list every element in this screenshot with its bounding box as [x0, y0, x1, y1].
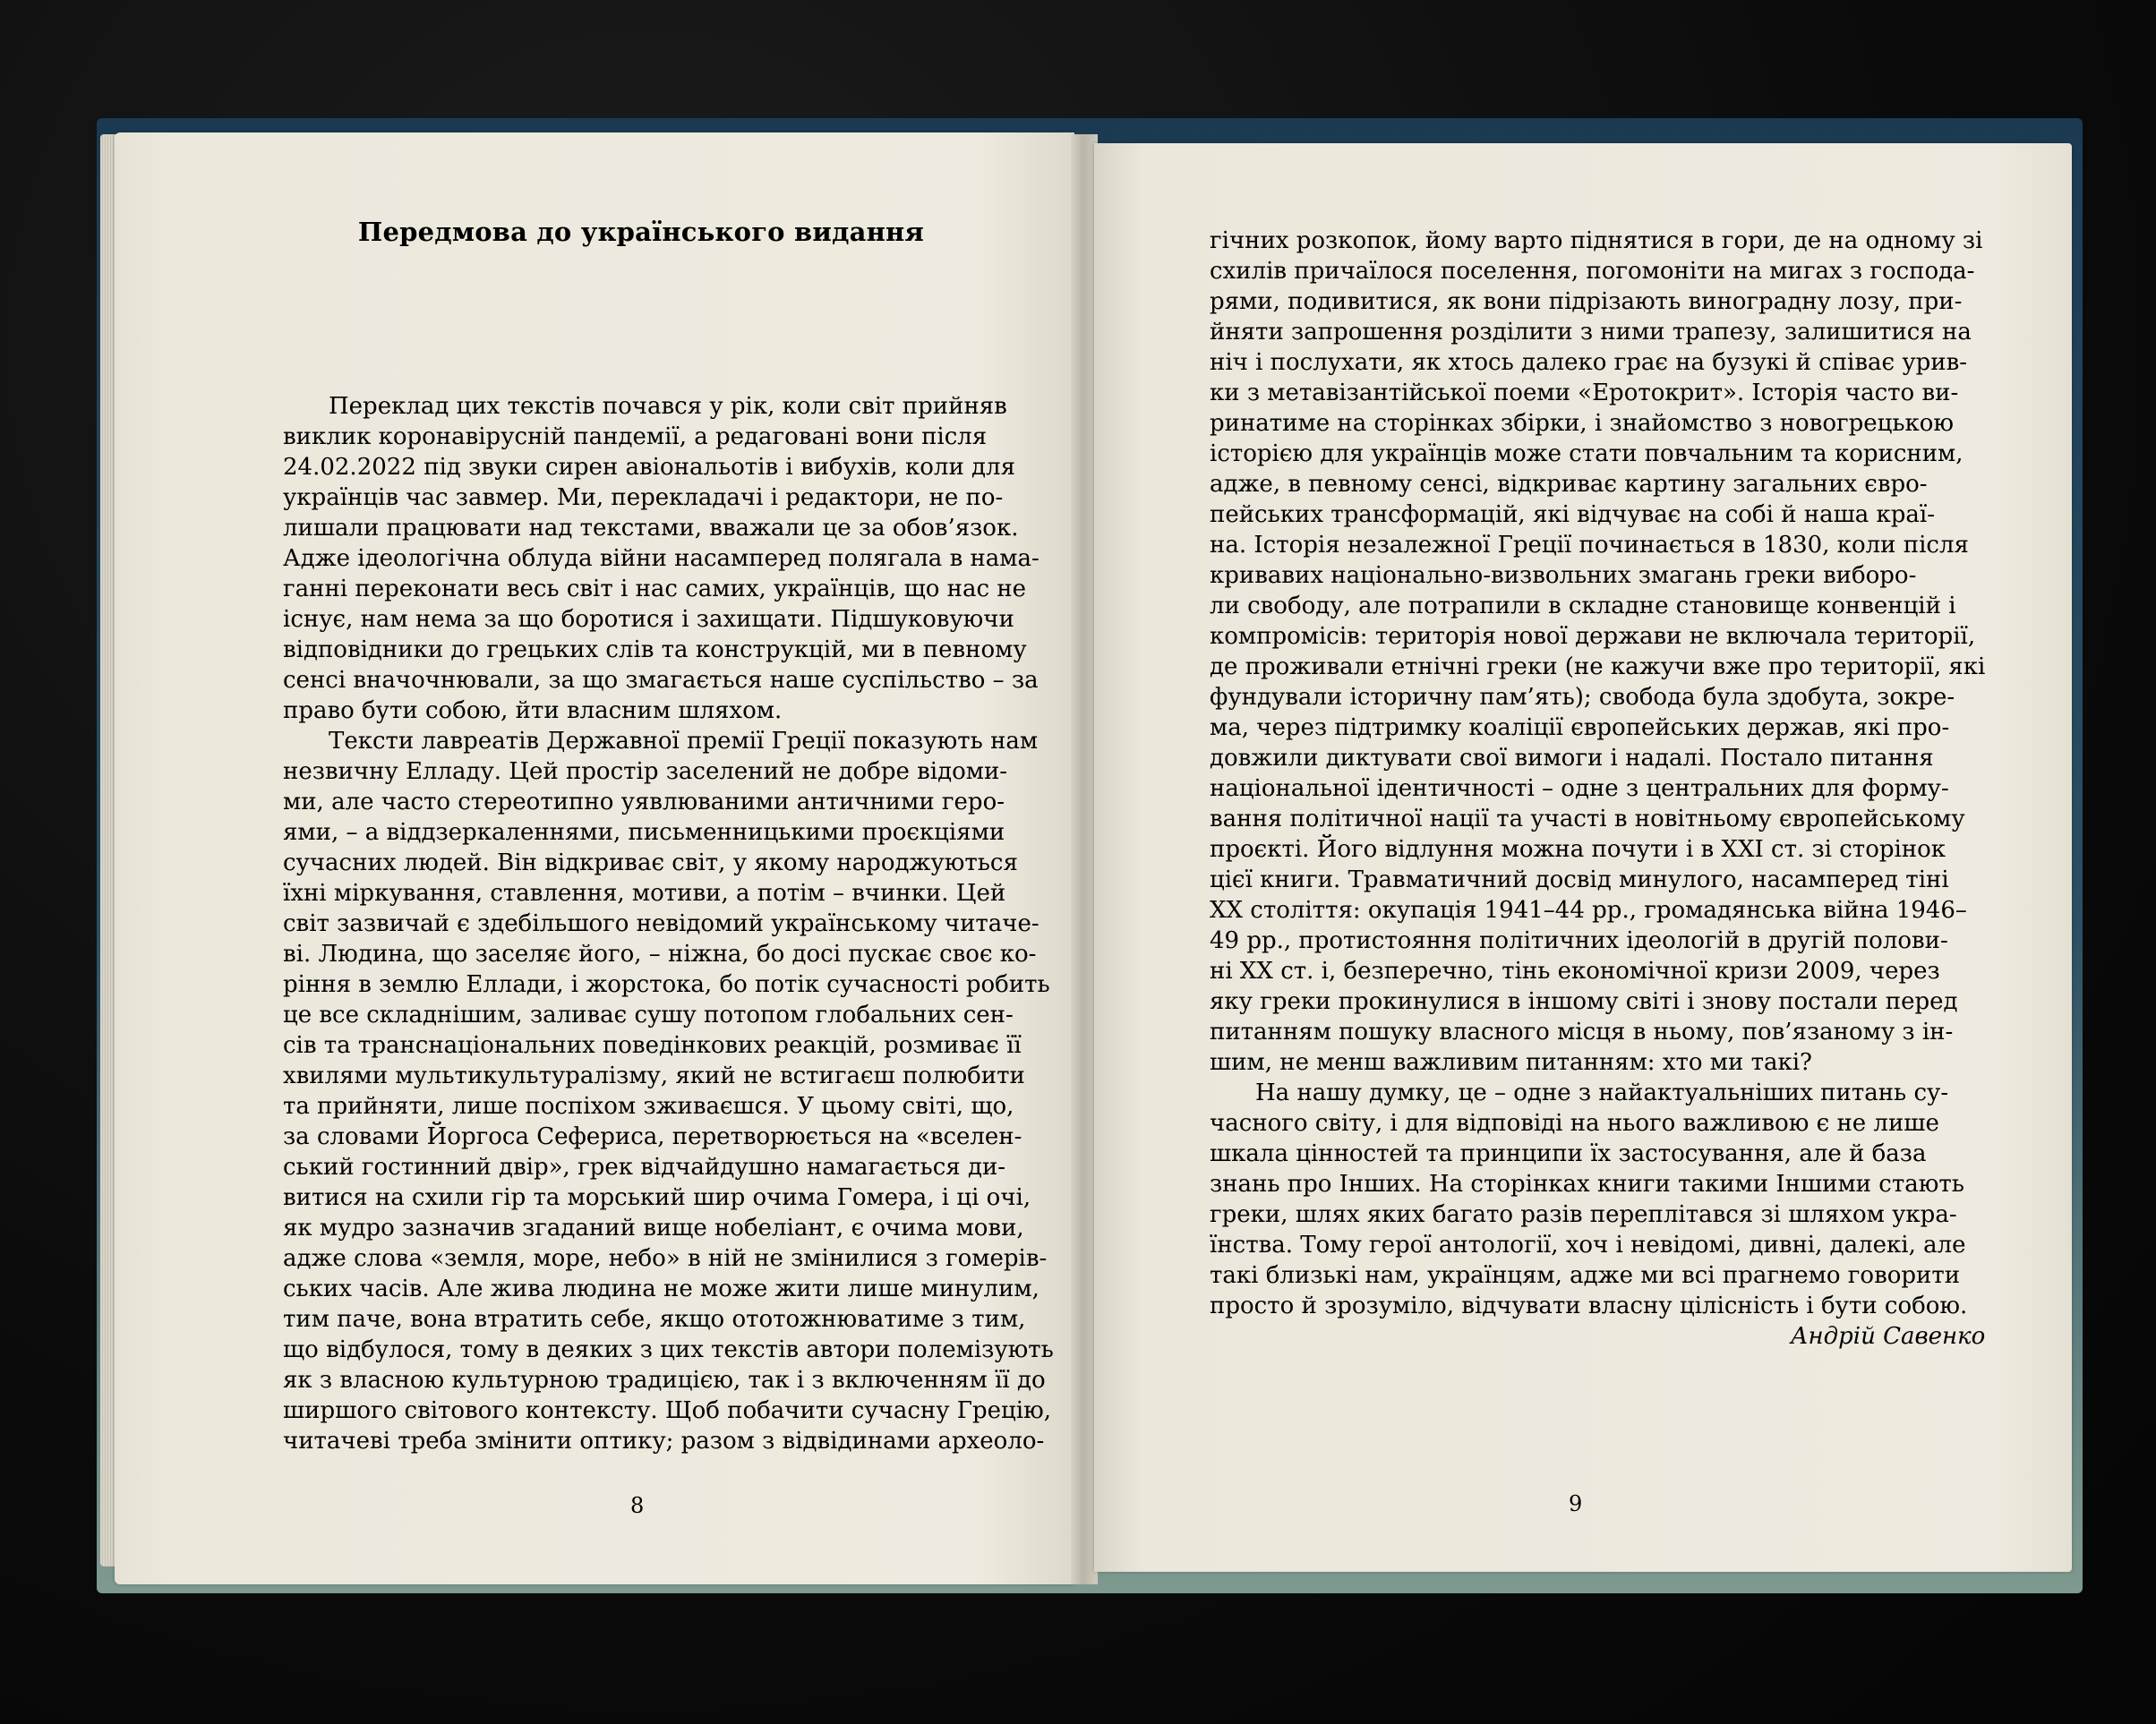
- text-line: греки, шлях яких багато разів переплітався зі шляхом укра-: [1210, 1201, 1957, 1228]
- text-line: як мудро зазначив згаданий вище нобеліант, є очима мови,: [283, 1215, 1024, 1242]
- text-line: адже, в певному сенсі, відкриває картину загальних євро-: [1210, 471, 1928, 498]
- text-line: історією для українців може стати повчальним та корисним,: [1210, 440, 1964, 467]
- text-line: Тексти лавреатів Державної премії Греції показують нам: [329, 728, 1039, 755]
- text-line: та прийняти, лише поспіхом зживаєшся. У цьому світі, що,: [283, 1093, 1014, 1120]
- text-line: ями, – а віддзеркаленнями, письменницькими проєкціями: [283, 819, 1005, 846]
- text-line: право бути собою, йти власним шляхом.: [283, 697, 783, 724]
- text-line: рями, подивитися, як вони підрізають виноградну лозу, при-: [1210, 288, 1963, 315]
- text-line: ві. Людина, що заселяє його, – ніжна, бо досі пускає своє ко-: [283, 941, 1037, 968]
- text-line: ма, через підтримку коаліції європейських держав, які про-: [1210, 714, 1950, 741]
- text-line: такі близькі нам, українцям, адже ми всі прагнемо говорити: [1210, 1262, 1961, 1289]
- text-line: пейських трансформацій, які відчуває на собі й наша краї-: [1210, 501, 1935, 528]
- text-line: де проживали етнічні греки (не кажучи вже про території, які: [1210, 653, 1986, 680]
- text-line: ганні переконати весь світ і нас самих, українців, що нас не: [283, 576, 1027, 602]
- text-line: 49 рр., протистояння політичних ідеологій в другій полови-: [1210, 927, 1948, 954]
- text-line: лишали працювати над текстами, вважали це за обов’язок.: [283, 515, 1019, 542]
- text-line: ський гостинний двір», грек відчайдушно намагається ди-: [283, 1154, 1006, 1181]
- text-line: ки з метавізантійської поеми «Еротокрит». Історія часто ви-: [1210, 380, 1959, 406]
- text-line: Адже ідеологічна облуда війни насамперед полягала в нама-: [283, 545, 1040, 572]
- text-line: 24.02.2022 під звуки сирен авіональотів і вибухів, коли для: [283, 454, 1015, 481]
- text-line: сучасних людей. Він відкриває світ, у якому народжуються: [283, 849, 1018, 876]
- text-line: шим, не менш важливим питанням: хто ми такі?: [1210, 1049, 1812, 1076]
- text-line: цієї книги. Травматичний досвід минулого, насамперед тіні: [1210, 866, 1949, 893]
- text-line: ських часів. Але жива людина не може жити лише минулим,: [283, 1276, 1040, 1302]
- text-line: фундували історичну пам’ять); свобода була здобута, зокре-: [1210, 684, 1955, 711]
- text-line: на. Історія незалежної Греції починається в 1830, коли після: [1210, 532, 1969, 559]
- page-number-left: 8: [630, 1493, 645, 1518]
- text-line: українців час завмер. Ми, перекладачі і редактори, не по-: [283, 484, 1004, 511]
- text-line: виклик коронавірусній пандемії, а редаговані вони після: [283, 423, 988, 450]
- author-signature: Андрій Савенко: [1790, 1323, 1986, 1350]
- text-line: ширшого світового контексту. Щоб побачити сучасну Грецію,: [283, 1397, 1051, 1424]
- page-number-right: 9: [1569, 1491, 1583, 1516]
- left-page-text: [283, 391, 1054, 1456]
- text-line: сів та транснаціональних поведінкових реакцій, розмиває її: [283, 1032, 1022, 1059]
- text-line: тим паче, вона втратить себе, якщо ототожнюватиме з тим,: [283, 1306, 1026, 1333]
- text-line: яку греки прокинулися в іншому світі і знову постали перед: [1210, 988, 1958, 1015]
- text-line: національної ідентичності – одне з центральних для форму-: [1210, 775, 1949, 802]
- text-line: ми, але часто стереотипно уявлюваними античними геро-: [283, 789, 1005, 815]
- text-line: ні XX ст. і, безперечно, тінь економічної кризи 2009, через: [1210, 958, 1940, 985]
- text-line: адже слова «земля, море, небо» в ній не змінилися з гомерів-: [283, 1245, 1048, 1272]
- text-line: довжили диктувати свої вимоги і надалі. Постало питання: [1210, 745, 1934, 772]
- text-line: ринатиме на сторінках збірки, і знайомство з новогрецькою: [1210, 410, 1955, 437]
- text-line: гічних розкопок, йому варто піднятися в гори, де на одному зі: [1210, 227, 1983, 254]
- text-line: йняти запрошення розділити з ними трапезу, залишитися на: [1210, 319, 1972, 346]
- text-line: ріння в землю Еллади, і жорстока, бо потік сучасності робить: [283, 971, 1050, 998]
- text-line: знань про Інших. На сторінках книги такими Іншими стають: [1210, 1171, 1964, 1198]
- text-line: питанням пошуку власного місця в ньому, пов’язаному з ін-: [1210, 1019, 1954, 1045]
- text-line: ли свободу, але потрапили в складне становище конвенцій і: [1210, 593, 1956, 619]
- text-line: читачеві треба змінити оптику; разом з відвідинами археоло-: [283, 1428, 1045, 1455]
- text-line: Переклад цих текстів почався у рік, коли світ прийняв: [329, 393, 1007, 420]
- text-line: часного світу, і для відповіді на нього важливою є не лише: [1210, 1110, 1939, 1137]
- text-line: проєкті. Його відлуння можна почути і в XXI ст. зі сторінок: [1210, 836, 1946, 863]
- text-line: просто й зрозуміло, відчувати власну цілісність і бути собою.: [1210, 1293, 1968, 1319]
- text-line: вання політичної нації та участі в новітньому європейському: [1210, 806, 1965, 832]
- text-line: XX століття: окупація 1941–44 рр., громадянська війна 1946–: [1210, 897, 1967, 924]
- text-line: компромісів: територія нової держави не включала території,: [1210, 623, 1976, 650]
- text-line: світ зазвичай є здебільшого невідомий українському читаче-: [283, 910, 1040, 937]
- signature-line: [1210, 1321, 1985, 1352]
- text-line: На нашу думку, це – одне з найактуальніших питань су-: [1255, 1080, 1949, 1106]
- text-line: хвилями мультикультуралізму, який не встигаєш полюбити: [283, 1063, 1025, 1089]
- page-title: Передмова до українського видання: [357, 217, 925, 247]
- text-line: як з власною культурною традицією, так і з включенням її до: [283, 1367, 1046, 1394]
- text-line: схилів причаїлося поселення, погомоніти на мигах з господа-: [1210, 258, 1975, 285]
- text-line: що відбулося, тому в деяких з цих текстів автори полемізують: [283, 1336, 1054, 1363]
- text-line: їхні міркування, ставлення, мотиви, а потім – вчинки. Цей: [283, 880, 1006, 907]
- text-line: кривавих національно-визвольних змагань греки виборо-: [1210, 562, 1917, 589]
- text-line: витися на схили гір та морський шир очима Гомера, і ці очі,: [283, 1184, 1031, 1211]
- text-line: ніч і послухати, як хтось далеко грає на бузукі й співає урив-: [1210, 349, 1968, 376]
- text-line: існує, нам нема за що боротися і захищати. Підшуковуючи: [283, 606, 1014, 633]
- text-line: шкала цінностей та принципи їх застосування, але й база: [1210, 1140, 1927, 1167]
- text-line: відповідники до грецьких слів та конструкцій, ми в певному: [283, 636, 1027, 663]
- text-line: незвичну Елладу. Цей простір заселений не добре відоми-: [283, 758, 1008, 785]
- text-line: це все складнішим, заливає сушу потопом глобальних сен-: [283, 1002, 1014, 1028]
- text-line: за словами Йоргоса Сефериса, перетворюється на «вселен-: [283, 1123, 1022, 1150]
- right-page-text: [1210, 226, 1985, 1352]
- text-line: сенсі вначочнювали, за що змагається наше суспільство – за: [283, 667, 1039, 694]
- text-line: їнства. Тому герої антології, хоч і невідомі, дивні, далекі, але: [1210, 1232, 1966, 1259]
